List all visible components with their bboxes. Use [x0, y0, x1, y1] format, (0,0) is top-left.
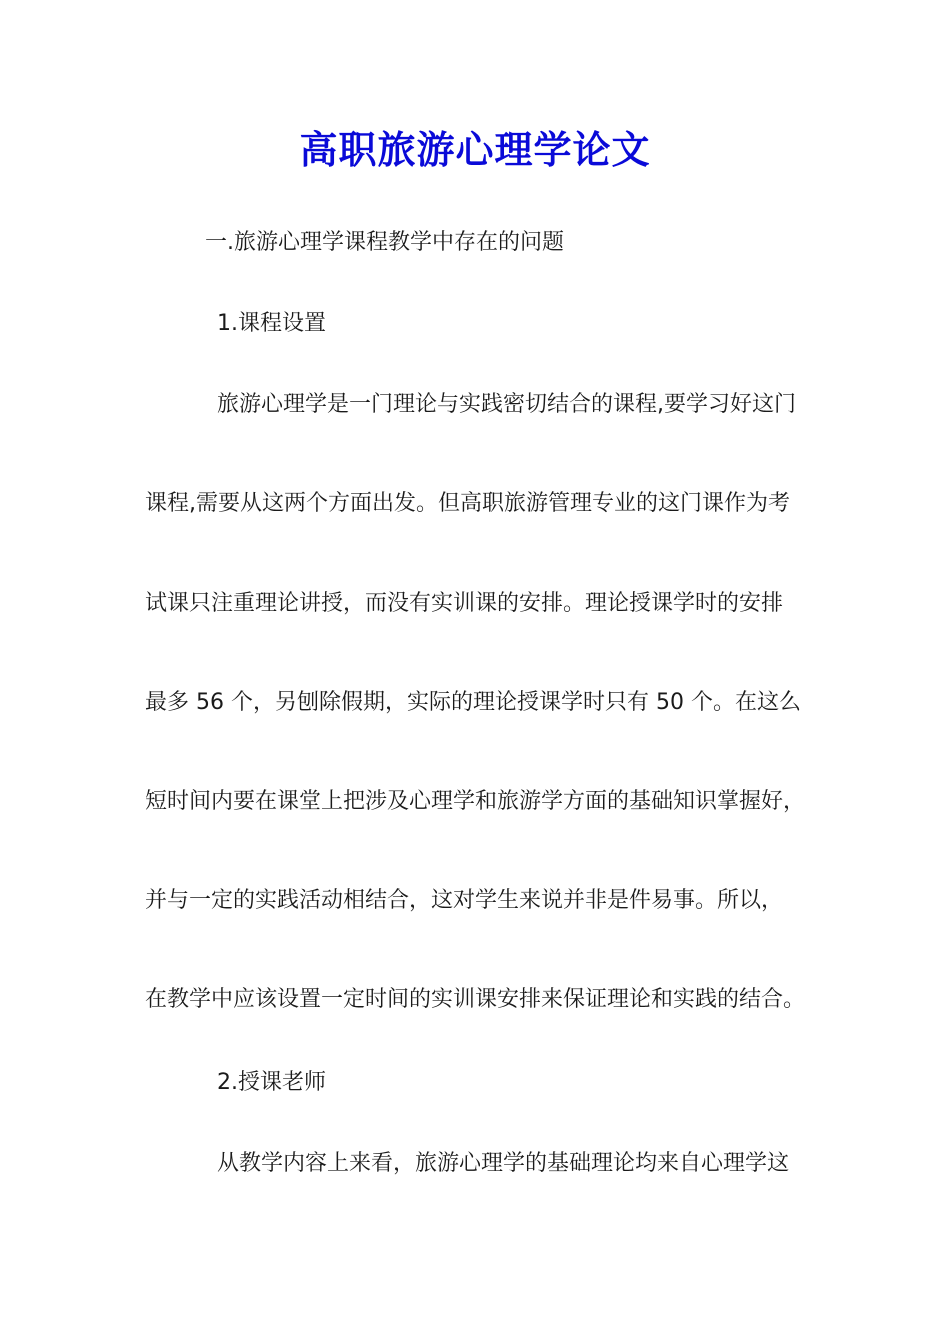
- paragraph-line: 在教学中应该设置一定时间的实训课安排来保证理论和实践的结合。: [145, 987, 806, 1012]
- paragraph-line: 试课只注重理论讲授，而没有实训课的安排。理论授课学时的安排: [145, 591, 784, 616]
- paragraph-line: 短时间内要在课堂上把涉及心理学和旅游学方面的基础知识掌握好，: [145, 789, 806, 814]
- paragraph-line: 最多 56 个，另刨除假期，实际的理论授课学时只有 50 个。在这么: [145, 690, 801, 715]
- subsection-heading: 2.授课老师: [217, 1070, 326, 1095]
- subsection-heading: 1.课程设置: [217, 311, 326, 336]
- paragraph-line: 从教学内容上来看，旅游心理学的基础理论均来自心理学这: [217, 1151, 790, 1176]
- page-title: 高职旅游心理学论文: [299, 127, 651, 172]
- section-heading: 一.旅游心理学课程教学中存在的问题: [205, 230, 564, 255]
- paragraph-line: 并与一定的实践活动相结合，这对学生来说并非是件易事。所以，: [145, 888, 784, 913]
- paragraph-line: 旅游心理学是一门理论与实践密切结合的课程,要学习好这门: [217, 392, 796, 417]
- paragraph-line: 课程,需要从这两个方面出发。但高职旅游管理专业的这门课作为考: [145, 491, 790, 516]
